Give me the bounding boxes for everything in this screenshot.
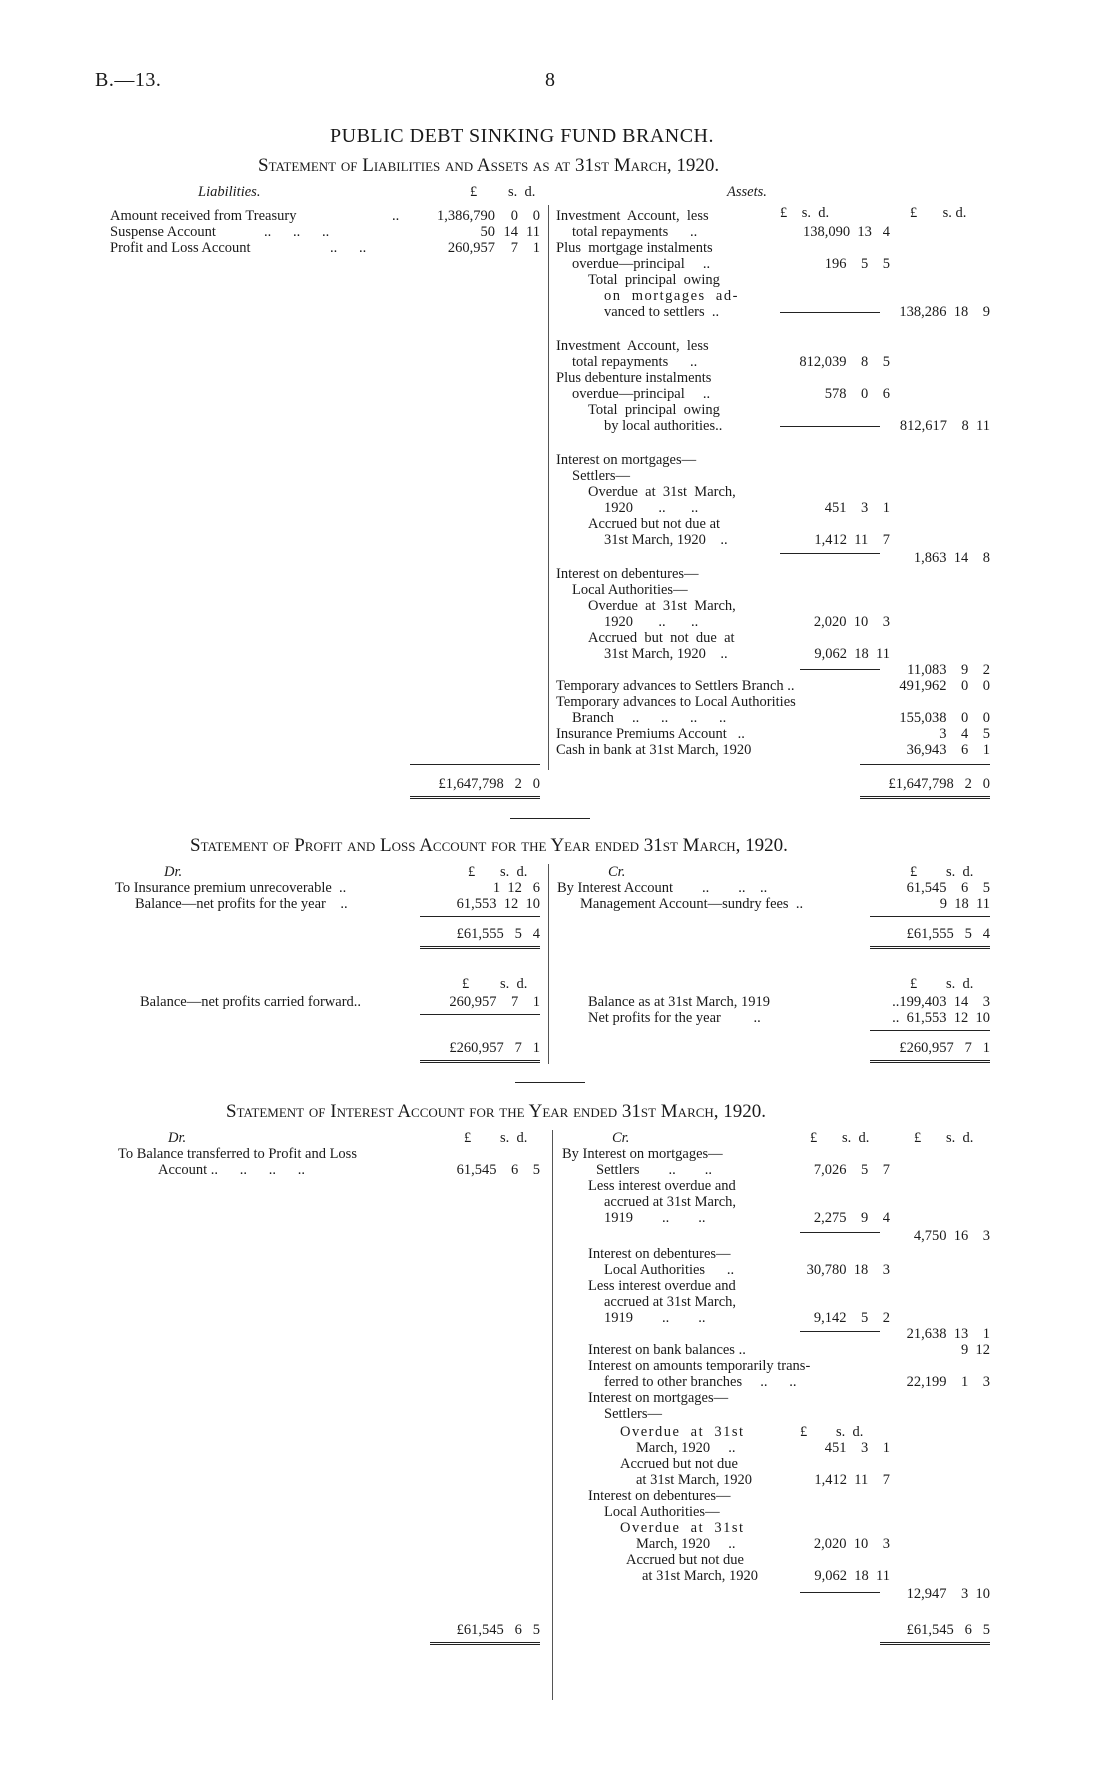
interest-credit-line: at 31st March, 1920 (642, 1568, 758, 1584)
rule (800, 1592, 880, 1593)
interest-credit-line: ferred to other branches .. .. (604, 1374, 797, 1390)
asset-line: Accrued but not due at (588, 630, 735, 646)
pl-credit-value: 9 18 11 (939, 896, 990, 912)
sd-header: s. d. (946, 1130, 974, 1146)
column-divider (552, 1130, 553, 1700)
currency-header: £ (462, 976, 470, 992)
sd-header: s. d. (500, 864, 528, 880)
interest-credit-line: March, 1920 .. (636, 1440, 736, 1456)
currency-header: £ (464, 1130, 472, 1146)
interest-value: 451 3 1 (824, 1440, 890, 1456)
rule (860, 764, 990, 765)
pl-debit-value: 1 12 6 (492, 880, 540, 896)
interest-value: 1,412 11 7 (814, 1472, 890, 1488)
asset-line: Temporary advances to Settlers Branch .. (556, 678, 795, 694)
asset-line: Temporary advances to Local Authorities (556, 694, 796, 710)
interest-credit-line: Settlers .. .. (596, 1162, 712, 1178)
double-rule (870, 1060, 990, 1063)
interest-credit-line: Overdue at 31st (620, 1520, 745, 1536)
liability-dots: .. .. .. (264, 224, 330, 240)
pl-balance-label: Balance as at 31st March, 1919 (588, 994, 771, 1010)
interest-value: 22,199 1 3 (906, 1374, 990, 1390)
interest-credit-line: Interest on bank balances .. (588, 1342, 746, 1358)
interest-total-credit: £61,545 6 5 (906, 1622, 990, 1638)
asset-line: Total principal owing (588, 402, 720, 418)
interest-credit-line: Local Authorities .. (604, 1262, 735, 1278)
asset-value: 9,062 18 11 (814, 646, 890, 662)
interest-debit-label: Account .. .. .. .. (158, 1162, 305, 1178)
currency-header: £ (470, 184, 478, 200)
pl-netprofit-label: Net profits for the year .. (588, 1010, 761, 1026)
page-ref: B.—13. (95, 69, 162, 91)
liability-shillings: 7 (510, 240, 518, 256)
pl-total2-debit: £260,957 7 1 (449, 1040, 540, 1056)
asset-line: overdue—principal .. (572, 386, 711, 402)
asset-value: 2,020 10 3 (813, 614, 890, 630)
sd-header: s. d. (508, 184, 536, 200)
liabilities-heading: Liabilities. (198, 184, 261, 200)
section-title-interest: Statement of Interest Account for the Year ended 31st March, 1920. (226, 1101, 767, 1122)
interest-total-debit: £61,545 6 5 (456, 1622, 540, 1638)
interest-credit-line: at 31st March, 1920 (636, 1472, 752, 1488)
currency-header: £ (800, 1424, 808, 1440)
rule (870, 916, 990, 917)
column-divider (548, 864, 549, 1064)
asset-value: 451 3 1 (824, 500, 890, 516)
interest-credit-line: accrued at 31st March, (604, 1194, 737, 1210)
asset-line: Interest on mortgages— (556, 452, 697, 468)
asset-value: 578 0 6 (824, 386, 890, 402)
liability-shillings: 0 (510, 208, 518, 224)
asset-line: Settlers— (572, 468, 630, 484)
interest-credit-line: 1919 .. .. (604, 1210, 706, 1226)
double-rule (410, 796, 540, 799)
total-assets: £1,647,798 2 0 (888, 776, 990, 792)
currency-header: £ (914, 1130, 922, 1146)
asset-line: Cash in bank at 31st March, 1920 (556, 742, 752, 758)
rule (410, 764, 540, 765)
section-title-profit-loss: Statement of Profit and Loss Account for the Year ended 31st March, 1920. (190, 835, 788, 856)
interest-value: 9,062 18 11 (814, 1568, 890, 1584)
pl-debit-label: To Insurance premium unrecoverable .. (115, 880, 347, 896)
interest-credit-line: Interest on mortgages— (588, 1390, 729, 1406)
pl-total2-credit: £260,957 7 1 (899, 1040, 990, 1056)
sd-header: s. d. (946, 864, 974, 880)
branch-title: PUBLIC DEBT SINKING FUND BRANCH. (330, 125, 714, 147)
pl-total-debit: £61,555 5 4 (456, 926, 540, 942)
assets-currency-header: £ s. d. (780, 205, 830, 221)
liability-pounds: 50 (480, 224, 495, 240)
asset-line: total repayments .. (572, 354, 698, 370)
asset-line: 1920 .. .. (604, 614, 699, 630)
interest-credit-line: Less interest overdue and (588, 1178, 736, 1194)
interest-debit-label: To Balance transferred to Profit and Loss (118, 1146, 357, 1162)
interest-credit-line: Accrued but not due (620, 1456, 738, 1472)
sd-header: s. d. (500, 1130, 528, 1146)
interest-credit-line: March, 1920 .. (636, 1536, 736, 1552)
rule (780, 312, 880, 313)
asset-line: by local authorities.. (604, 418, 723, 434)
asset-value: 1,412 11 7 (814, 532, 890, 548)
rule (420, 1014, 540, 1015)
asset-line: total repayments .. (572, 224, 698, 240)
double-rule (420, 1060, 540, 1063)
pl-credit-value: 61,545 6 5 (906, 880, 990, 896)
pl-debit-value: 61,553 12 10 (456, 896, 540, 912)
interest-value: 30,780 18 3 (806, 1262, 890, 1278)
rule (780, 426, 880, 427)
interest-credit-line: Interest on amounts temporarily trans- (588, 1358, 811, 1374)
asset-value: 36,943 6 1 (906, 742, 990, 758)
double-rule (880, 1642, 990, 1645)
interest-value: 2,275 9 4 (813, 1210, 890, 1226)
interest-value: 9,142 5 2 (813, 1310, 890, 1326)
pl-balance-value: ..199,403 14 3 (892, 994, 990, 1010)
asset-value: 155,038 0 0 (899, 710, 990, 726)
currency-header: £ (910, 864, 918, 880)
section-title-liabilities-assets: Statement of Liabilities and Assets as at 31st March, 1920. (258, 155, 720, 176)
liability-label: Amount received from Treasury (110, 208, 297, 224)
interest-credit-line: Local Authorities— (604, 1504, 720, 1520)
asset-line: vanced to settlers .. (604, 304, 720, 320)
asset-value: 196 5 5 (824, 256, 890, 272)
rule (780, 553, 880, 554)
asset-value: 1,863 14 8 (913, 550, 990, 566)
currency-header: £ (810, 1130, 818, 1146)
liability-pounds: 260,957 (447, 240, 495, 256)
asset-line: overdue—principal .. (572, 256, 711, 272)
section-divider (515, 1082, 585, 1083)
double-rule (430, 1642, 540, 1645)
interest-credit-line: Settlers— (604, 1406, 662, 1422)
assets-currency-header-2: £ s. d. (910, 205, 967, 221)
rule (800, 1232, 880, 1233)
interest-value: 21,638 13 1 (906, 1326, 990, 1342)
liability-pence: 0 (532, 208, 540, 224)
pl-carried-forward-label: Balance—net profits carried forward.. (140, 994, 362, 1010)
sd-header: s. d. (842, 1130, 870, 1146)
asset-line: on mortgages ad- (604, 288, 739, 304)
asset-line: Investment Account, less (556, 208, 709, 224)
interest-credit-line: Less interest overdue and (588, 1278, 736, 1294)
rule (800, 1331, 880, 1332)
asset-line: 1920 .. .. (604, 500, 699, 516)
dr-label: Dr. (168, 1130, 187, 1146)
asset-value: 812,039 8 5 (799, 354, 890, 370)
pl-debit-label: Balance—net profits for the year .. (135, 896, 348, 912)
asset-line: Investment Account, less (556, 338, 709, 354)
double-rule (870, 946, 990, 949)
liability-dots: .. (392, 208, 400, 224)
rule (870, 1030, 990, 1031)
interest-credit-line: Interest on debentures— (588, 1246, 731, 1262)
column-divider (548, 205, 549, 770)
asset-value: 11,083 9 2 (907, 662, 990, 678)
asset-value: 812,617 8 11 (899, 418, 990, 434)
pl-credit-label: Management Account—sundry fees .. (580, 896, 804, 912)
interest-credit-line: 1919 .. .. (604, 1310, 706, 1326)
sd-header: s. d. (836, 1424, 864, 1440)
pl-netprofit-value: .. 61,553 12 10 (892, 1010, 990, 1026)
asset-line: Plus mortgage instalments (556, 240, 713, 256)
asset-line: Accrued but not due at (588, 516, 721, 532)
rule (800, 669, 880, 670)
interest-credit-line: Overdue at 31st (620, 1424, 745, 1440)
liability-label: Profit and Loss Account (110, 240, 251, 256)
liability-dots: .. .. (330, 240, 367, 256)
asset-value: 3 4 5 (939, 726, 990, 742)
dr-label: Dr. (164, 864, 183, 880)
double-rule (860, 796, 990, 799)
total-liabilities: £1,647,798 2 0 (438, 776, 540, 792)
interest-value: 4,750 16 3 (913, 1228, 990, 1244)
interest-value: 7,026 5 7 (813, 1162, 890, 1178)
interest-value: 12,947 3 10 (906, 1586, 990, 1602)
rule (420, 916, 540, 917)
asset-line: Overdue at 31st March, (588, 598, 736, 614)
interest-value: 9 12 (961, 1342, 990, 1358)
asset-line: Plus debenture instalments (556, 370, 712, 386)
cr-label: Cr. (612, 1130, 630, 1146)
asset-line: 31st March, 1920 .. (604, 532, 728, 548)
pl-total-credit: £61,555 5 4 (906, 926, 990, 942)
currency-header: £ (468, 864, 476, 880)
interest-credit-line: Interest on debentures— (588, 1488, 731, 1504)
currency-header: £ (910, 976, 918, 992)
liability-pence: 11 (526, 224, 540, 240)
cr-label: Cr. (608, 864, 626, 880)
assets-heading: Assets. (727, 184, 767, 200)
sd-header: s. d. (946, 976, 974, 992)
asset-line: Total principal owing (588, 272, 720, 288)
interest-credit-line: By Interest on mortgages— (562, 1146, 723, 1162)
asset-value: 138,286 18 9 (899, 304, 990, 320)
liability-shillings: 14 (503, 224, 518, 240)
sd-header: s. d. (500, 976, 528, 992)
liability-label: Suspense Account (110, 224, 216, 240)
asset-line: Overdue at 31st March, (588, 484, 736, 500)
page-number: 8 (545, 69, 556, 91)
interest-value: 2,020 10 3 (813, 1536, 890, 1552)
asset-value: 491,962 0 0 (899, 678, 990, 694)
liability-pence: 1 (532, 240, 540, 256)
asset-line: Insurance Premiums Account .. (556, 726, 745, 742)
asset-value: 138,090 13 4 (803, 224, 890, 240)
section-divider (510, 818, 590, 819)
asset-line: Local Authorities— (572, 582, 688, 598)
interest-debit-value: 61,545 6 5 (456, 1162, 540, 1178)
liability-pounds: 1,386,790 (437, 208, 495, 224)
asset-line: Branch .. .. .. .. (572, 710, 727, 726)
asset-line: 31st March, 1920 .. (604, 646, 728, 662)
interest-credit-line: Accrued but not due (626, 1552, 744, 1568)
double-rule (420, 946, 540, 949)
interest-credit-line: accrued at 31st March, (604, 1294, 737, 1310)
pl-carried-forward-value: 260,957 7 1 (449, 994, 540, 1010)
pl-credit-label: By Interest Account .. .. .. (557, 880, 768, 896)
asset-line: Interest on debentures— (556, 566, 699, 582)
